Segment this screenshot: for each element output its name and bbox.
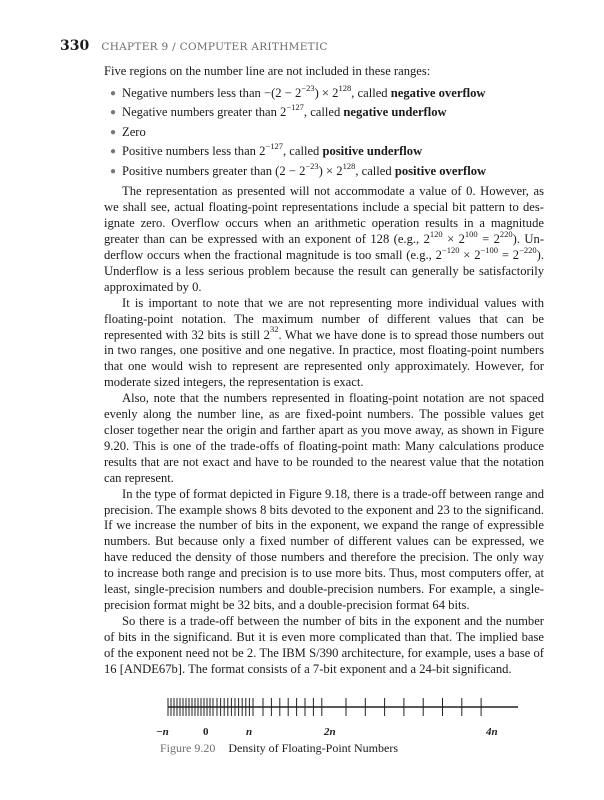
axis-label-zero: 0 <box>203 726 209 738</box>
paragraph-exponent-base: So there is a trade-off between the number of bits in the exponent and the number of bits in the significand. But it is even more complicated than that. The implied base of the exponent need not be 2. The IBM S/390 architecture, for example, uses a base of 16 [ANDE67b]. The format consists of a 7-bit exponent and a 24-bit significand. <box>104 613 544 676</box>
list-item: ● Zero <box>110 123 544 143</box>
figure-caption-text: Density of Floating-Point Numbers <box>228 741 399 755</box>
axis-label-2n: 2n <box>324 726 336 738</box>
axis-label-neg-n: −n <box>156 726 169 738</box>
paragraph-range-precision: In the type of format depicted in Figure 9.18, there is a trade-off between range and precision. The example shows 8 bits devoted to the exponent and 23 to the significand. If we increase the number of bits in the exponent, we expand the range of expressible numbers. But because only a fixed number of different values can be expressed, we have reduced the density of those numbers and therefore the precision. The only way to increase both range and precision is to use more bits. Thus, most computers offer, at least, single-precision numbers and double-precision numbers. For example, a single-precision format might be 32 bits, and a double-precision format 64 bits. <box>104 486 544 612</box>
bullet-icon: ● <box>110 165 117 177</box>
axis-label-4n: 4n <box>486 726 498 738</box>
intro-sentence: Five regions on the number line are not included in these ranges: <box>104 64 431 78</box>
figure-number-line <box>156 682 530 742</box>
running-head <box>60 38 328 54</box>
bullet-icon: ● <box>110 126 117 138</box>
term: positive overflow <box>394 163 487 178</box>
chapter-title: CHAPTER 9 / COMPUTER ARITHMETIC <box>101 41 328 53</box>
figure-label: Figure 9.20 <box>160 741 216 755</box>
bullet-icon: ● <box>110 87 117 99</box>
list-item: ● Negative numbers greater than $2^{-127}$, called negative underflow <box>110 103 544 123</box>
paragraph-zero-overflow: The representation as presented will not accommodate a value of 0. However, as we shall see, actual floating-point representations include a special bit pattern to designate zero. Overflow occurs when an arithmetic operation results in a magnitude greater than can be expressed with an exponent of 128 (e.g., $2^{120} \times 2^{100} = 2^{220}$). Underflow occurs when the fractional magnitude is too small (e.g., $2^{-120} \times 2^{-100} = 2^{-220}$). Underflow is a less serious problem because the result can generally be satisfactorily approximated by 0. <box>104 184 545 294</box>
term: positive underflow <box>322 144 423 159</box>
axis-label-n: n <box>246 726 253 738</box>
body-text <box>104 64 544 678</box>
paragraph-representation: It is important to note that we are not representing more individual values with floating-point notation. The maximum number of different values that can be represented with 32 bits is still $2^{32}$. What we have done is to spread those numbers out in two ranges, one positive and one negative. In practice, most floating-point numbers that one would wish to represent are represented only approximately. However, for moderate sized integers, the representation is exact. <box>104 295 544 390</box>
bullet-icon: ● <box>110 146 117 158</box>
term: negative overflow <box>390 85 486 100</box>
list-item: ● Negative numbers less than $-(2 - 2^{-23}) \times 2^{128}$, called negative overflow <box>110 84 544 104</box>
excluded-regions-list <box>104 84 544 182</box>
bullet-icon: ● <box>110 107 117 119</box>
list-item: ● Positive numbers less than $2^{-127}$, called positive underflow <box>110 142 544 162</box>
page-number: 330 <box>60 38 90 54</box>
paragraph-spacing: Also, note that the numbers represented in floating-point notation are not spaced evenly along the number line, as are fixed-point numbers. The possible values get closer together near the origin and farther apart as you move away, as shown in Figure 9.20. This is one of the trade-offs of floating-point math: Many calculations produce results that are not exact and have to be rounded to the nearest value that the notation can represent. <box>104 391 544 485</box>
figure-caption <box>160 741 398 756</box>
term: negative underflow <box>343 105 447 120</box>
density-number-line <box>156 682 530 742</box>
list-item: ● Positive numbers greater than $(2 - 2^{-23}) \times 2^{128}$, called positive overflow <box>110 162 544 182</box>
